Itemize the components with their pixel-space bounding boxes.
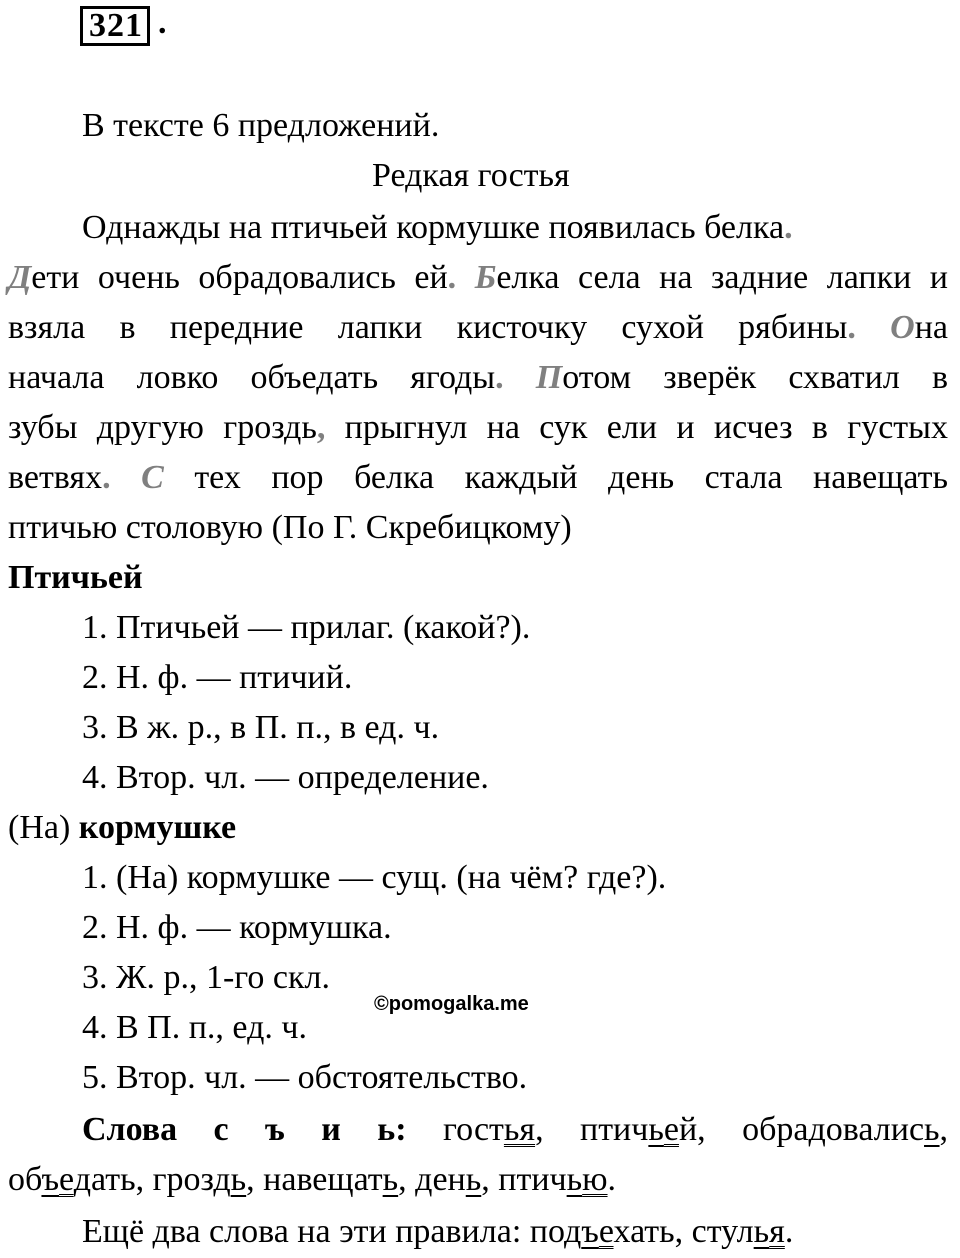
text-title: Редкая гостья (372, 157, 570, 194)
marked-capital: С (141, 459, 164, 496)
sign-word: птичьей, (580, 1111, 706, 1148)
extra-word: стулья. (691, 1213, 794, 1250)
word2-item: 3. Ж. р., 1-го скл. (82, 959, 330, 996)
signs-line-1 (82, 1110, 948, 1150)
extra-label: Ещё два слова на эти правила: (82, 1213, 522, 1250)
extra-word: подъехать, (529, 1213, 684, 1250)
passage-text: отом зверёк схватил в (562, 359, 949, 396)
passage-line-6 (8, 458, 948, 498)
passage-text: на (914, 309, 949, 346)
sign-word: день, (415, 1161, 490, 1198)
passage-text: ети очень обрадовались ей (31, 259, 448, 296)
word2-heading: кормушке (78, 809, 237, 846)
sign-word: объедать, (8, 1161, 145, 1198)
word2-item: 5. Втор. чл. — обстоятельство. (82, 1059, 528, 1096)
marked-capital: П (535, 359, 563, 396)
word1-item: 3. В ж. р., в П. п., в ед. ч. (82, 709, 440, 746)
passage-text: взяла в передние лапки кисточку сухой рябины (8, 309, 848, 346)
passage-line-2 (8, 258, 948, 298)
word2-heading-line (8, 808, 236, 848)
signs-line-2 (8, 1160, 616, 1200)
passage-text: Однажды на птичьей кормушке появилась белка (82, 209, 785, 246)
marked-capital: О (890, 309, 915, 346)
passage-text: прыгнул на сук ели и исчез в густых (325, 409, 948, 446)
word1-item: 4. Втор. чл. — определение. (82, 759, 489, 796)
word2-prefix: (На) (8, 809, 71, 846)
marked-punctuation: . (495, 359, 504, 396)
marked-punctuation: . (784, 209, 793, 246)
passage-text: тех пор белка каждый день стала навещать (194, 459, 949, 496)
word2-item: 2. Н. ф. — кормушка. (82, 909, 392, 946)
marked-punctuation: . (102, 459, 111, 496)
passage-text: ветвях (8, 459, 103, 496)
passage-line-3 (8, 308, 948, 348)
passage-line-5 (8, 408, 948, 448)
intro-text: В тексте 6 предложений. (82, 107, 440, 144)
word1-item: 2. Н. ф. — птичий. (82, 659, 353, 696)
sign-word: навещать, (263, 1161, 407, 1198)
extra-words-line (82, 1212, 793, 1252)
passage-text: елка села на задние лапки и (496, 259, 949, 296)
sign-word: гроздь, (152, 1161, 255, 1198)
passage-line-1 (82, 208, 793, 248)
marked-capital: Д (8, 259, 32, 296)
marked-punctuation: . (847, 309, 856, 346)
marked-punctuation: , (316, 409, 326, 446)
word2-item: 1. (На) кормушке — сущ. (на чём? где?). (82, 859, 667, 896)
passage-text: начала ловко объедать ягоды (8, 359, 496, 396)
word1-item: 1. Птичьей — прилаг. (какой?). (82, 609, 531, 646)
sign-word: птичью. (498, 1161, 617, 1198)
signs-label: Слова с ъ и ь: (82, 1111, 407, 1148)
marked-capital: Б (474, 259, 497, 296)
word2-item: 4. В П. п., ед. ч. (82, 1009, 307, 1046)
passage-line-4 (8, 358, 948, 398)
exercise-number: 321 (80, 6, 150, 46)
word1-heading: Птичьей (8, 559, 143, 596)
sign-word: обрадовались, (742, 1111, 949, 1148)
watermark: ©pomogalka.me (374, 993, 529, 1015)
exercise-number-dot: . (158, 4, 167, 41)
sign-word: гостья, (443, 1111, 544, 1148)
passage-line-7: птичью столовую (По Г. Скребицкому) (8, 509, 572, 546)
passage-text: зубы другую гроздь (8, 409, 317, 446)
marked-punctuation: . (447, 259, 457, 296)
